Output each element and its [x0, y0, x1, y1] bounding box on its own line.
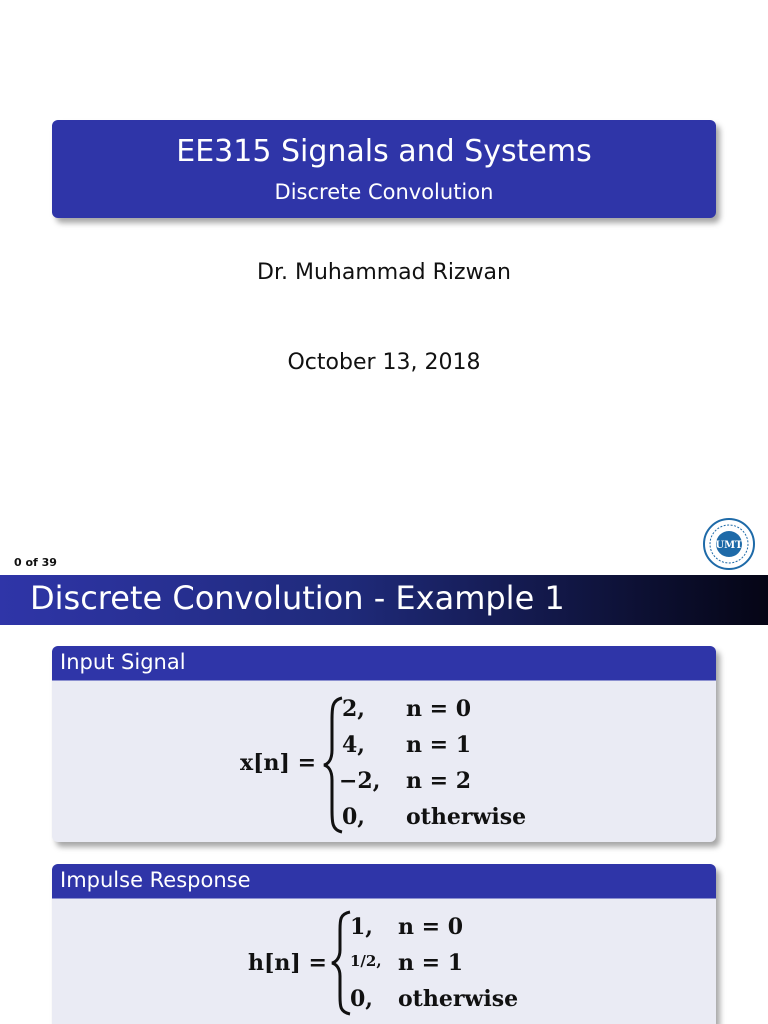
case-condition: n = 1 — [398, 950, 464, 976]
frame-title-bar — [0, 575, 768, 625]
block-heading: Impulse Response — [52, 864, 716, 899]
case-condition: n = 0 — [398, 914, 464, 940]
block-heading: Input Signal — [52, 646, 716, 681]
equation-lhs: x[n] = — [240, 750, 317, 776]
equation-lhs: h[n] = — [248, 950, 327, 976]
presentation-subtitle: Discrete Convolution — [274, 180, 494, 204]
case-value: −2, — [339, 768, 381, 794]
case-condition: otherwise — [398, 986, 519, 1012]
left-brace-icon — [330, 910, 352, 1016]
case-value: 1, — [350, 914, 373, 940]
input-signal-block — [52, 646, 716, 842]
case-value: 1/2, — [350, 952, 382, 970]
logo-text: UMT — [715, 540, 743, 551]
case-condition: n = 1 — [406, 732, 472, 758]
date: October 13, 2018 — [287, 350, 481, 375]
case-value: 0, — [350, 986, 373, 1012]
case-value: 0, — [342, 804, 365, 830]
page-indicator: 0 of 39 — [14, 556, 57, 569]
title-box — [52, 120, 716, 218]
case-value: 2, — [342, 696, 365, 722]
impulse-response-block — [52, 864, 716, 1024]
left-brace-icon — [322, 696, 344, 834]
case-value: 4, — [342, 732, 365, 758]
author: Dr. Muhammad Rizwan — [257, 260, 511, 285]
frame-title: Discrete Convolution - Example 1 — [30, 579, 565, 617]
case-condition: n = 2 — [406, 768, 472, 794]
case-condition: n = 0 — [406, 696, 472, 722]
presentation-title: EE315 Signals and Systems — [176, 134, 592, 169]
case-condition: otherwise — [406, 804, 527, 830]
university-logo — [703, 518, 755, 570]
